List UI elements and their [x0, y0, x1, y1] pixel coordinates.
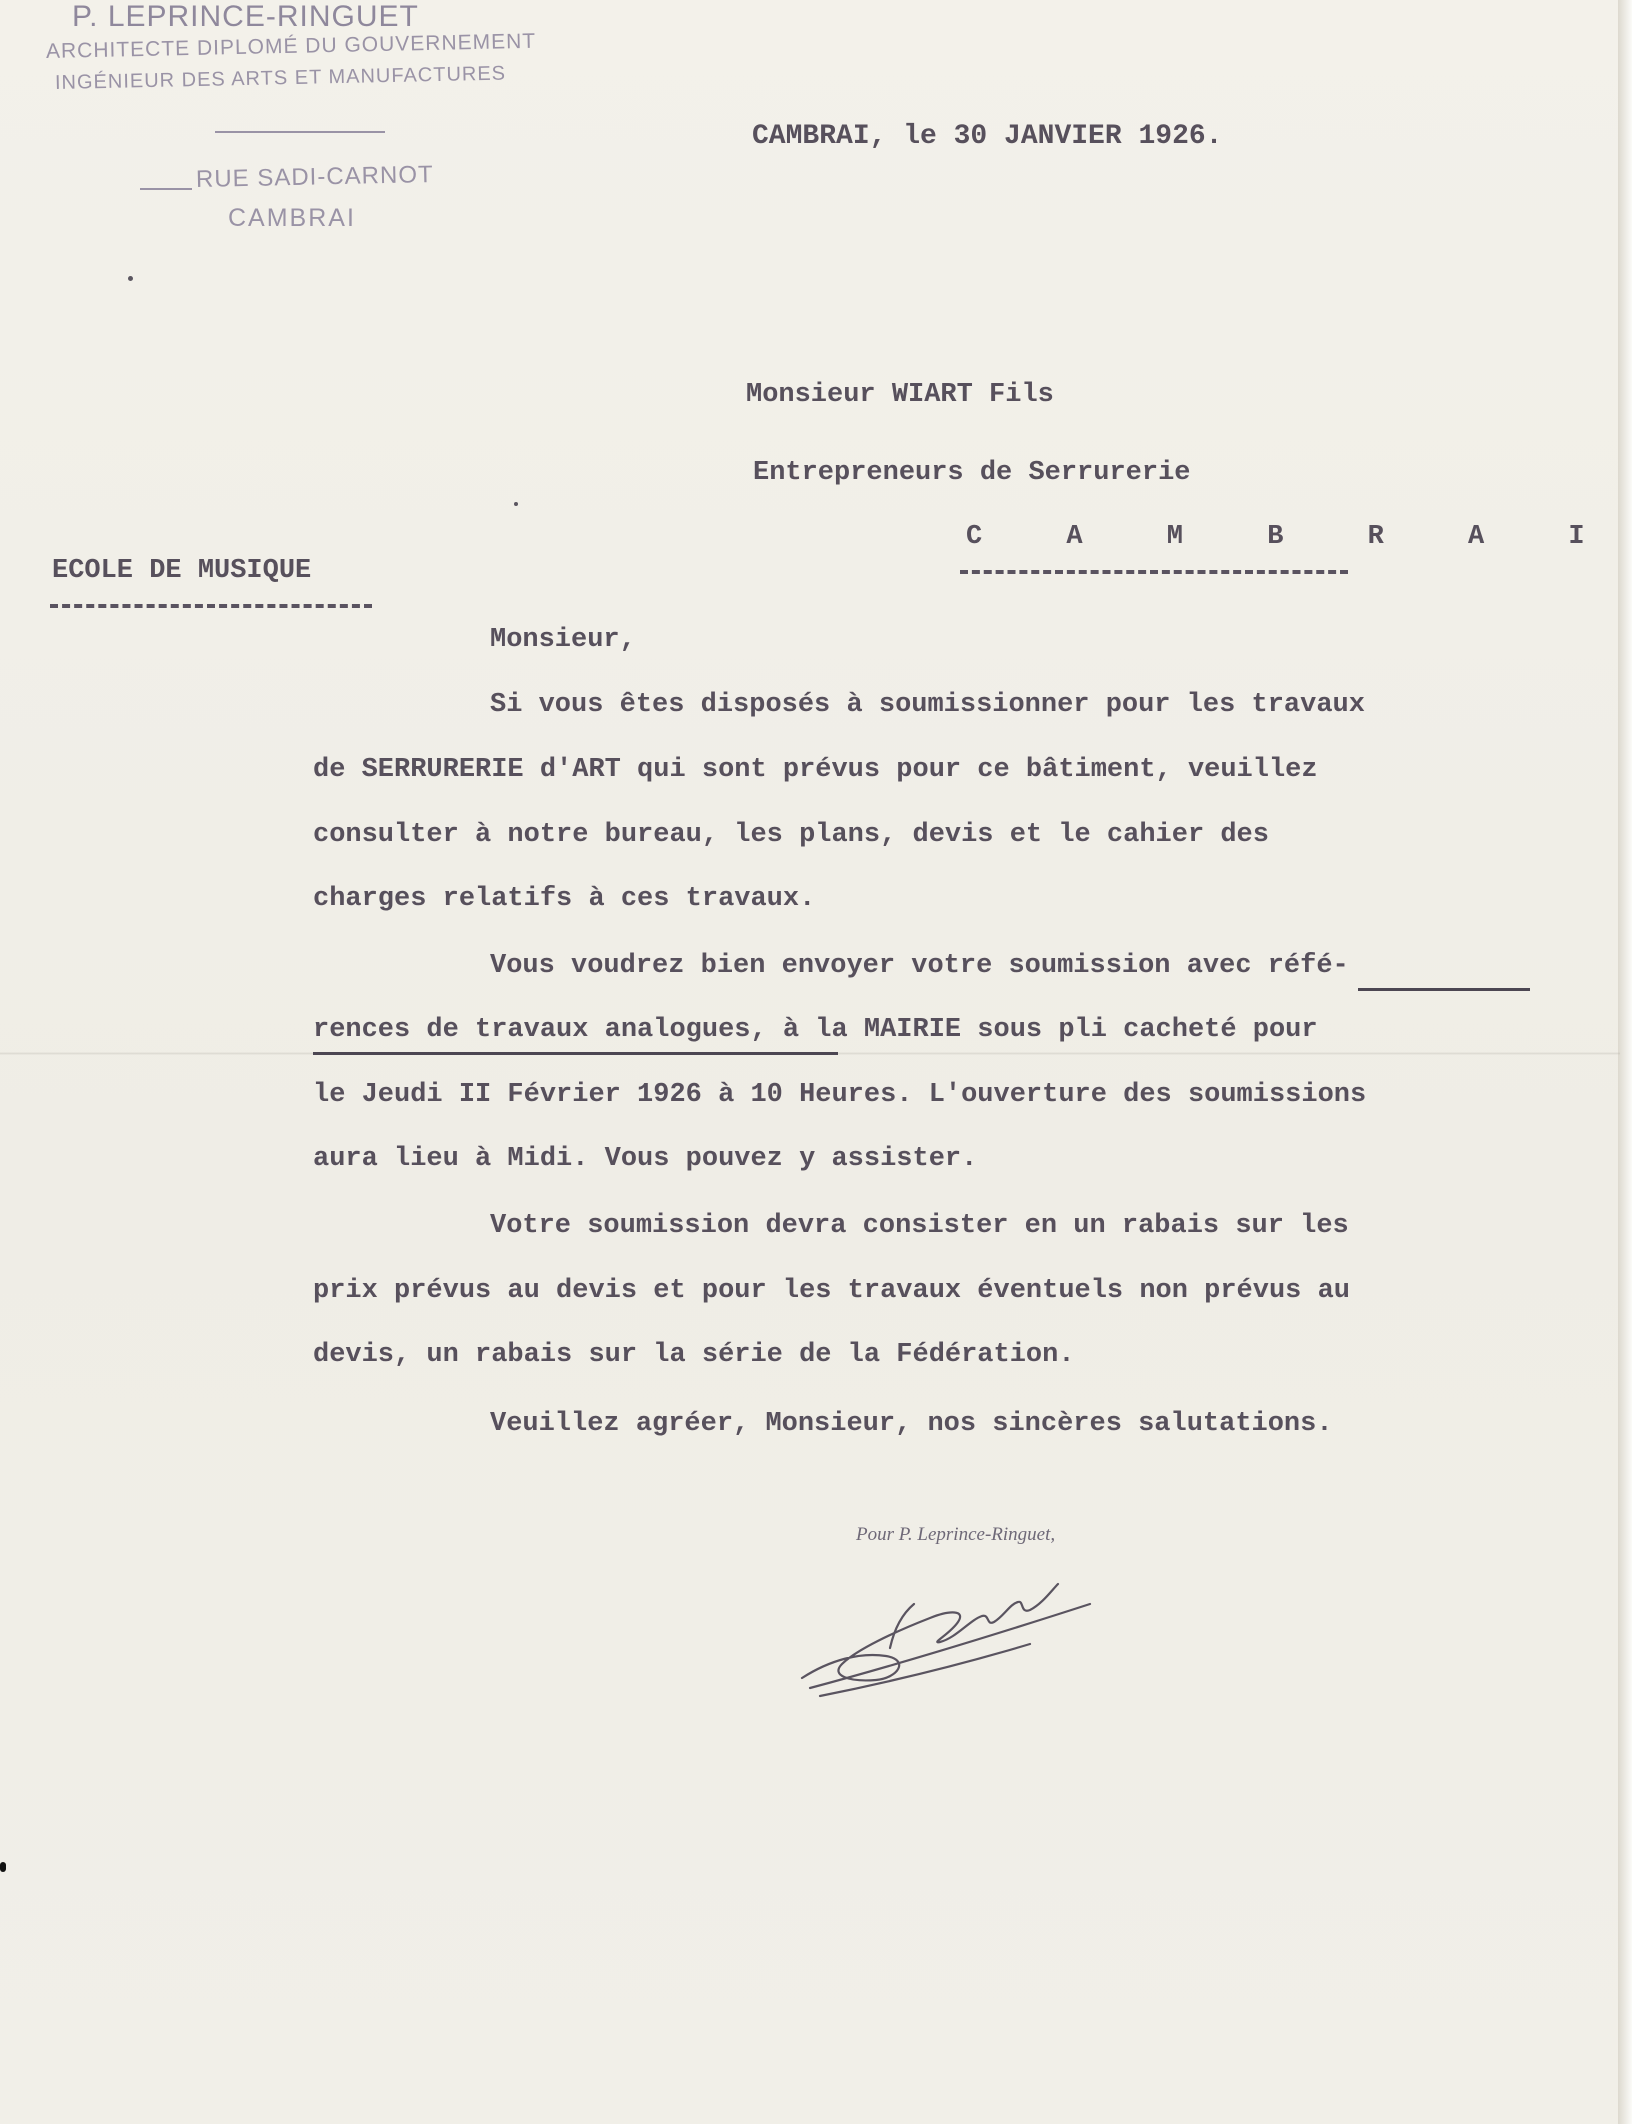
body-line-11: devis, un rabais sur la série de la Fédération.: [313, 1340, 1075, 1370]
signature-caption: Pour P. Leprince-Ringuet,: [856, 1524, 1056, 1545]
recipient-city: C A M B R A I: [966, 522, 1619, 552]
letterhead-address-city: CAMBRAI: [228, 204, 356, 232]
handwritten-signature: [790, 1560, 1110, 1710]
subject-heading: ECOLE DE MUSIQUE: [52, 556, 312, 586]
body-line-1: Si vous êtes disposés à soumissionner pour les travaux: [490, 690, 1365, 720]
body-line-10: prix prévus au devis et pour les travaux éventuels non prévus au: [313, 1276, 1350, 1306]
letterhead-address-street: RUE SADI-CARNOT: [195, 161, 434, 193]
body-underline-2: [313, 1052, 838, 1055]
letterhead-rule: [215, 131, 385, 133]
body-line-5: Vous voudrez bien envoyer votre soumission avec réfé-: [490, 951, 1349, 981]
closing-line: Veuillez agréer, Monsieur, nos sincères salutations.: [490, 1409, 1333, 1439]
subject-underline: [50, 604, 372, 608]
body-line-7: le Jeudi II Février 1926 à 10 Heures. L'ouverture des soumissions: [313, 1080, 1367, 1110]
body-line-9: Votre soumission devra consister en un rabais sur les: [490, 1211, 1349, 1241]
paper-edge: [1618, 0, 1632, 2124]
letterhead-title-line2: INGÉNIEUR DES ARTS ET MANUFACTURES: [54, 62, 507, 94]
salutation: Monsieur,: [490, 625, 636, 655]
paper-speck: [0, 1862, 6, 1872]
body-underline-1: [1358, 988, 1530, 991]
recipient-city-underline: [960, 570, 1348, 574]
body-line-3: consulter à notre bureau, les plans, devis et le cahier des: [313, 820, 1269, 850]
paper-speck: [514, 502, 518, 506]
date-line: CAMBRAI, le 30 JANVIER 1926.: [752, 121, 1223, 152]
body-line-2: de SERRURERIE d'ART qui sont prévus pour ce bâtiment, veuillez: [313, 755, 1318, 785]
body-line-6: rences de travaux analogues, à la MAIRIE sous pli cacheté pour: [313, 1015, 1318, 1045]
letterhead-name: P. LEPRINCE-RINGUET: [72, 0, 419, 33]
body-line-8: aura lieu à Midi. Vous pouvez y assister.: [313, 1144, 978, 1174]
recipient-profession: Entrepreneurs de Serrurerie: [753, 458, 1191, 488]
body-line-4: charges relatifs à ces travaux.: [313, 884, 816, 914]
recipient-name: Monsieur WIART Fils: [746, 380, 1054, 410]
paper-speck: [128, 276, 133, 281]
letterhead-address-blank: [140, 188, 192, 190]
letterhead-title-line1: ARCHITECTE DIPLOMÉ DU GOUVERNEMENT: [45, 29, 537, 63]
